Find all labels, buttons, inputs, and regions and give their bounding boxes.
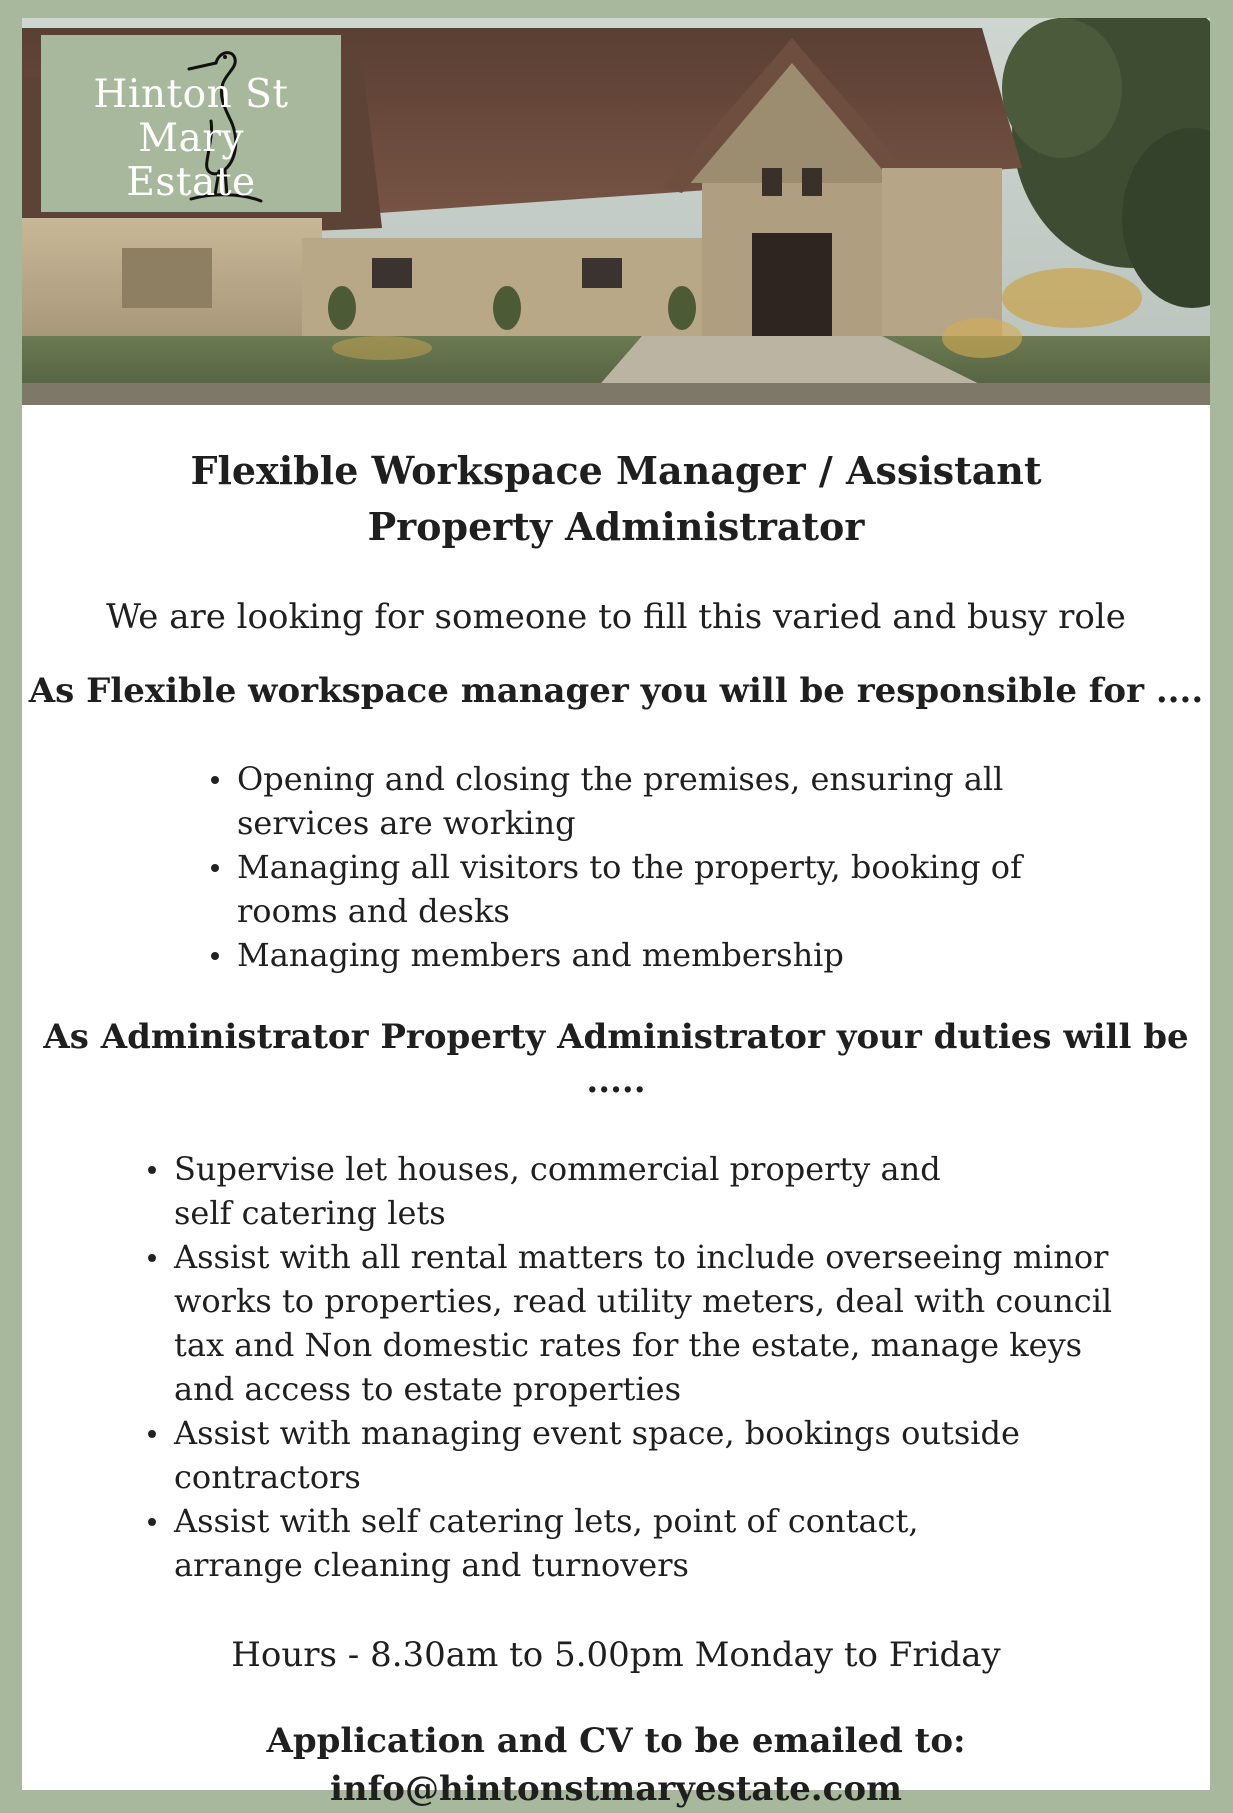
application-info [22, 1717, 1210, 1813]
logo-line-2: Estate [126, 160, 256, 205]
list-item: Assist with all rental matters to include overseeing minor works to properties, read utility meters, deal with council tax and Non domestic rates for the estate, manage keys and access to estate properties [174, 1235, 1134, 1411]
estate-logo [41, 35, 341, 212]
logo-line-1: Hinton St Mary [93, 72, 289, 161]
property-administrator-duties [174, 1147, 1134, 1587]
workspace-manager-heading: As Flexible workspace manager you will be responsible for .... [28, 671, 1204, 711]
list-item: Opening and closing the premises, ensuring all services are working [237, 757, 1037, 845]
working-hours: Hours - 8.30am to 5.00pm Monday to Friday [231, 1635, 1001, 1675]
list-item: Managing members and membership [237, 933, 1037, 977]
application-instruction: Application and CV to be emailed to: [266, 1721, 966, 1761]
list-item: Supervise let houses, commercial property and self catering lets [174, 1147, 994, 1235]
estate-photo [22, 18, 1210, 405]
application-email: info@hintonstmaryestate.com [330, 1769, 902, 1809]
list-item: Assist with managing event space, bookings outside contractors [174, 1411, 1034, 1499]
workspace-manager-duties [237, 757, 1037, 977]
list-item: Assist with self catering lets, point of contact, arrange cleaning and turnovers [174, 1499, 1054, 1587]
job-title [22, 443, 1210, 555]
intro-text: We are looking for someone to fill this varied and busy role [106, 597, 1126, 637]
list-item: Managing all visitors to the property, booking of rooms and desks [237, 845, 1037, 933]
job-advert-sheet [22, 18, 1210, 1809]
job-title-line-1: Flexible Workspace Manager / Assistant [190, 448, 1042, 493]
property-administrator-heading: As Administrator Property Administrator your duties will be ..... [43, 1017, 1189, 1101]
advert-content [22, 423, 1210, 1813]
job-title-line-2: Property Administrator [367, 504, 865, 549]
